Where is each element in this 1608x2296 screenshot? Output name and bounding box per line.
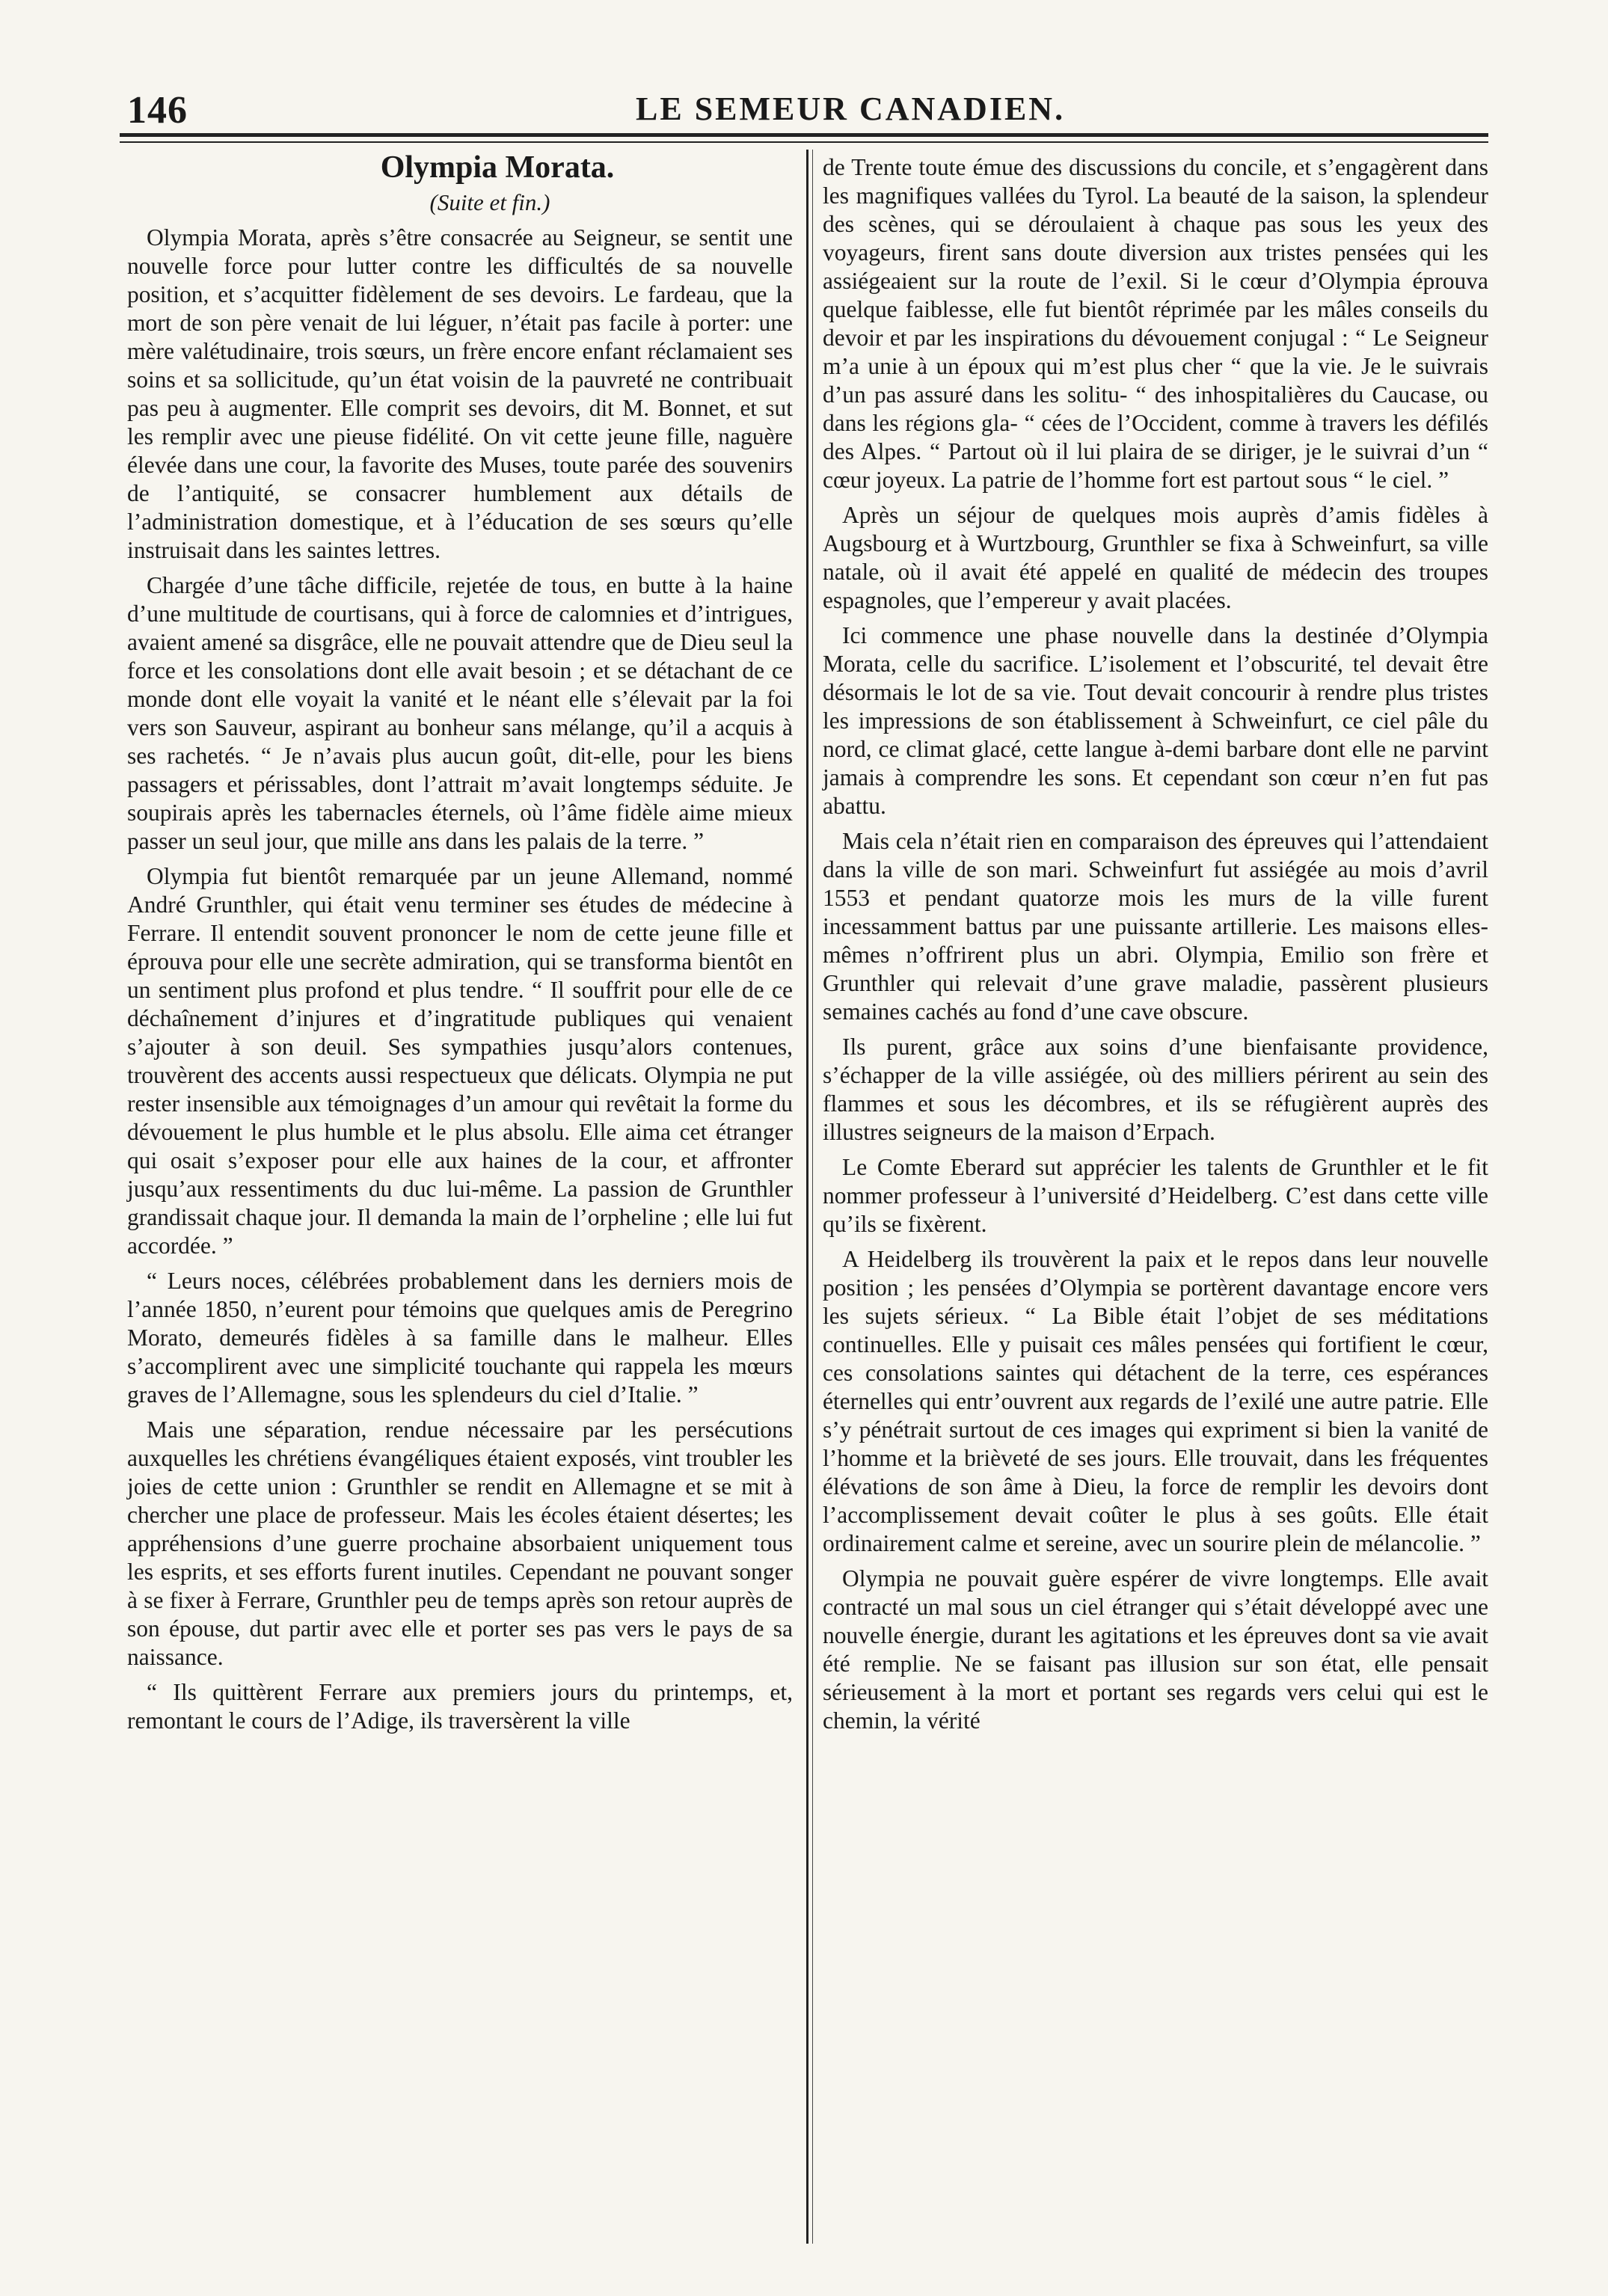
paragraph: Chargée d’une tâche difficile, rejetée de tous, en butte à la haine d’une multitude de courtisans, qui à force de calomnies et d’intrigues, avaient amené sa disgrâce, elle ne pouvait attendre que de Dieu seul la force et les consolations dont elle avait besoin ; et se détachant de ce monde dont elle voyait la vanité et le néant elle s’élevait par la foi vers son Sauveur, aspirant au bonheur sans mélange, qu’il a acquis à ses rachetés. “ Je n’avais plus aucun goût, dit-elle, pour les biens passagers et périssables, dont l’attrait m’avait longtemps séduite. Je soupirais après les tabernacles éternels, où l’âme fidèle aime mieux passer un seul jour, que mille ans dans les palais de la terre. ” [127, 572, 793, 854]
paragraph: Olympia Morata, après s’être consacrée au Seigneur, se sentit une nouvelle force pour lutter contre les difficultés de sa nouvelle position, et s’acquitter fidèlement de ses devoirs. Le fardeau, que la mort de son père venait de lui léguer, n’était pas facile à porter: une mère valétudinaire, trois sœurs, un frère encore enfant réclamaient ses soins et sa sollicitude, qu’un état voisin de la pauvreté ne contribuait pas peu à augmenter. Elle comprit ses devoirs, dit M. Bonnet, et sut les remplir avec une pieuse fidélité. On vit cette jeune fille, naguère élevée dans une cour, la favorite des Muses, toute parée des souvenirs de l’antiquité, se consacrer humblement aux détails de l’administration domestique, et à l’éducation de ses sœurs qu’elle instruisait dans les saintes lettres. [127, 224, 793, 563]
paragraph: de Trente toute émue des discussions du concile, et s’engagèrent dans les magnifiques vallées du Tyrol. La beauté de la saison, la splendeur des scènes, qui se déroulaient à chaque pas sous les yeux des voyageurs, firent sans doute diversion aux tristes pensées qui les assiégeaient sur la route de l’exil. Si le cœur d’Olympia éprouva quelque faiblesse, elle fut bientôt réprimée par les mâles conseils du devoir et par les inspirations du dévouement conjugal : “ Le Seigneur m’a unie à un époux qui m’est plus cher “ que la vie. Je le suivrais d’un pas assuré dans les solitu- “ des inhospitalières du Caucase, ou dans les régions gla- “ cées de l’Occident, comme à travers les défilés des Alpes. “ Partout où il lui plaira de se diriger, je le suivrai d’un “ cœur joyeux. La patrie de l’homme fort est partout sous “ le ciel. ” [823, 154, 1488, 493]
header-rule-thin [120, 141, 1488, 143]
paragraph: “ Ils quittèrent Ferrare aux premiers jours du printemps, et, remontant le cours de l’Adige, ils traversèrent la ville [127, 1679, 793, 1734]
header-rule [120, 133, 1488, 137]
paragraph: Ici commence une phase nouvelle dans la destinée d’Olympia Morata, celle du sacrifice. L’isolement et l’obscurité, tel devait être désormais le lot de sa vie. Tout devait concourir à rendre plus tristes les impressions de son établissement à Schweinfurt, ce ciel pâle du nord, ce climat glacé, cette langue à-demi barbare dont elle ne parvint jamais à comprendre les sons. Et cependant son cœur n’en fut pas abattu. [823, 622, 1488, 819]
paragraph: Le Comte Eberard sut apprécier les talents de Grunthler et le fit nommer professeur à l’université d’Heidelberg. C’est dans cette ville qu’ils se fixèrent. [823, 1154, 1488, 1237]
paragraph: A Heidelberg ils trouvèrent la paix et le repos dans leur nouvelle position ; les pensées d’Olympia se portèrent davantage encore vers les sujets sérieux. “ La Bible était l’objet de ses méditations continuelles. Elle y puisait ces mâles pensées qui fortifient le cœur, ces consolations saintes qui détachent de la terre, ces espérances éternelles qui entr’ouvrent aux regards de l’exilé une autre patrie. Elle s’y pénétrait surtout de ces images qui expriment si bien la vanité de l’homme et la brièveté de ses jours. Elle trouvait, dans les fréquentes élévations de son âme à Dieu, la force de remplir les devoirs dont l’accomplissement devait coûter le plus à ses goûts. Elle était ordinairement calme et sereine, avec un sourire plein de mélancolie. ” [823, 1246, 1488, 1556]
paragraph: Olympia ne pouvait guère espérer de vivre longtemps. Elle avait contracté un mal sous un ciel étranger qui s’était développé avec une nouvelle énergie, durant les agitations et les épreuves dont sa vie avait été remplie. Ne se faisant pas illusion sur son état, elle pensait sérieusement à la mort et portant ses regards vers celui qui est le chemin, la vérité [823, 1565, 1488, 1734]
paragraph: Mais une séparation, rendue nécessaire par les persécutions auxquelles les chrétiens évangéliques étaient exposés, vint troubler les joies de cette union : Grunthler se rendit en Allemagne et se mit à chercher une place de professeur. Mais les écoles étaient désertes; les appréhensions d’une guerre prochaine absorbaient uniquement tous les esprits, et ses efforts furent inutiles. Cependant ne pouvant songer à se fixer à Ferrare, Grunthler peu de temps après son retour auprès de son épouse, dut partir avec elle et porter ses pas vers le pays de sa naissance. [127, 1416, 793, 1670]
left-column [127, 150, 793, 1742]
paragraph: “ Leurs noces, célébrées probablement dans les derniers mois de l’année 1850, n’eurent pour témoins que quelques amis de Peregrino Morato, demeurés fidèles à sa famille dans le malheur. Elles s’accomplirent avec une simplicité touchante qui rappela les mœurs graves de l’Allemagne, sous les splendeurs du ciel d’Italie. ” [127, 1268, 793, 1408]
paragraph: Après un séjour de quelques mois auprès d’amis fidèles à Augsbourg et à Wurtzbourg, Grunthler se fixa à Schweinfurt, sa ville natale, où il avait été appelé en qualité de médecin des troupes espagnoles, que l’empereur y avait placées. [823, 502, 1488, 613]
paragraph: Olympia fut bientôt remarquée par un jeune Allemand, nommé André Grunthler, qui était venu terminer ses études de médecine à Ferrare. Il entendit souvent prononcer le nom de cette jeune fille et éprouva pour elle une secrète admiration, qui se transforma bientôt en un sentiment plus profond et plus tendre. “ Il souffrit pour elle de ce déchaînement d’injures et d’ingratitude publiques qui venaient s’ajouter à son deuil. Ses sympathies jusqu’alors contenues, trouvèrent des accents aussi respectueux que délicats. Olympia ne put rester insensible aux témoignages d’un amour qui revêtait la forme du dévouement le plus humble et le plus absolu. Elle aima cet étranger qui osait s’exposer pour elle aux haines de la cour, et affronter jusqu’aux ressentiments du duc lui-même. La passion de Grunthler grandissait chaque jour. Il demanda la main de l’orpheline ; elle lui fut accordée. ” [127, 863, 793, 1259]
paragraph: Ils purent, grâce aux soins d’une bienfaisante providence, s’échapper de la ville assiégée, où des milliers périrent au sein des flammes et sous les décombres, et ils se réfugièrent auprès des illustres seigneurs de la maison d’Erpach. [823, 1034, 1488, 1145]
right-column [823, 153, 1488, 1742]
paragraph: Mais cela n’était rien en comparaison des épreuves qui l’attendaient dans la ville de son mari. Schweinfurt fut assiégée au mois d’avril 1553 et pendant quatorze mois les murs de la ville furent incessamment battus par une puissante artillerie. Les maisons elles-mêmes n’offrirent plus un abri. Olympia, Emilio son frère et Grunthler qui relevait d’une grave maladie, passèrent plusieurs semaines cachés au fond d’une cave obscure. [823, 828, 1488, 1025]
article-subtitle: (Suite et fin.) [429, 189, 550, 215]
journal-title: LE SEMEUR CANADIEN. [636, 90, 1066, 127]
article-title: Olympia Morata. [380, 150, 615, 185]
column-divider [806, 150, 808, 2244]
column-divider-thin [812, 150, 813, 2244]
page-number: 146 [127, 89, 188, 132]
